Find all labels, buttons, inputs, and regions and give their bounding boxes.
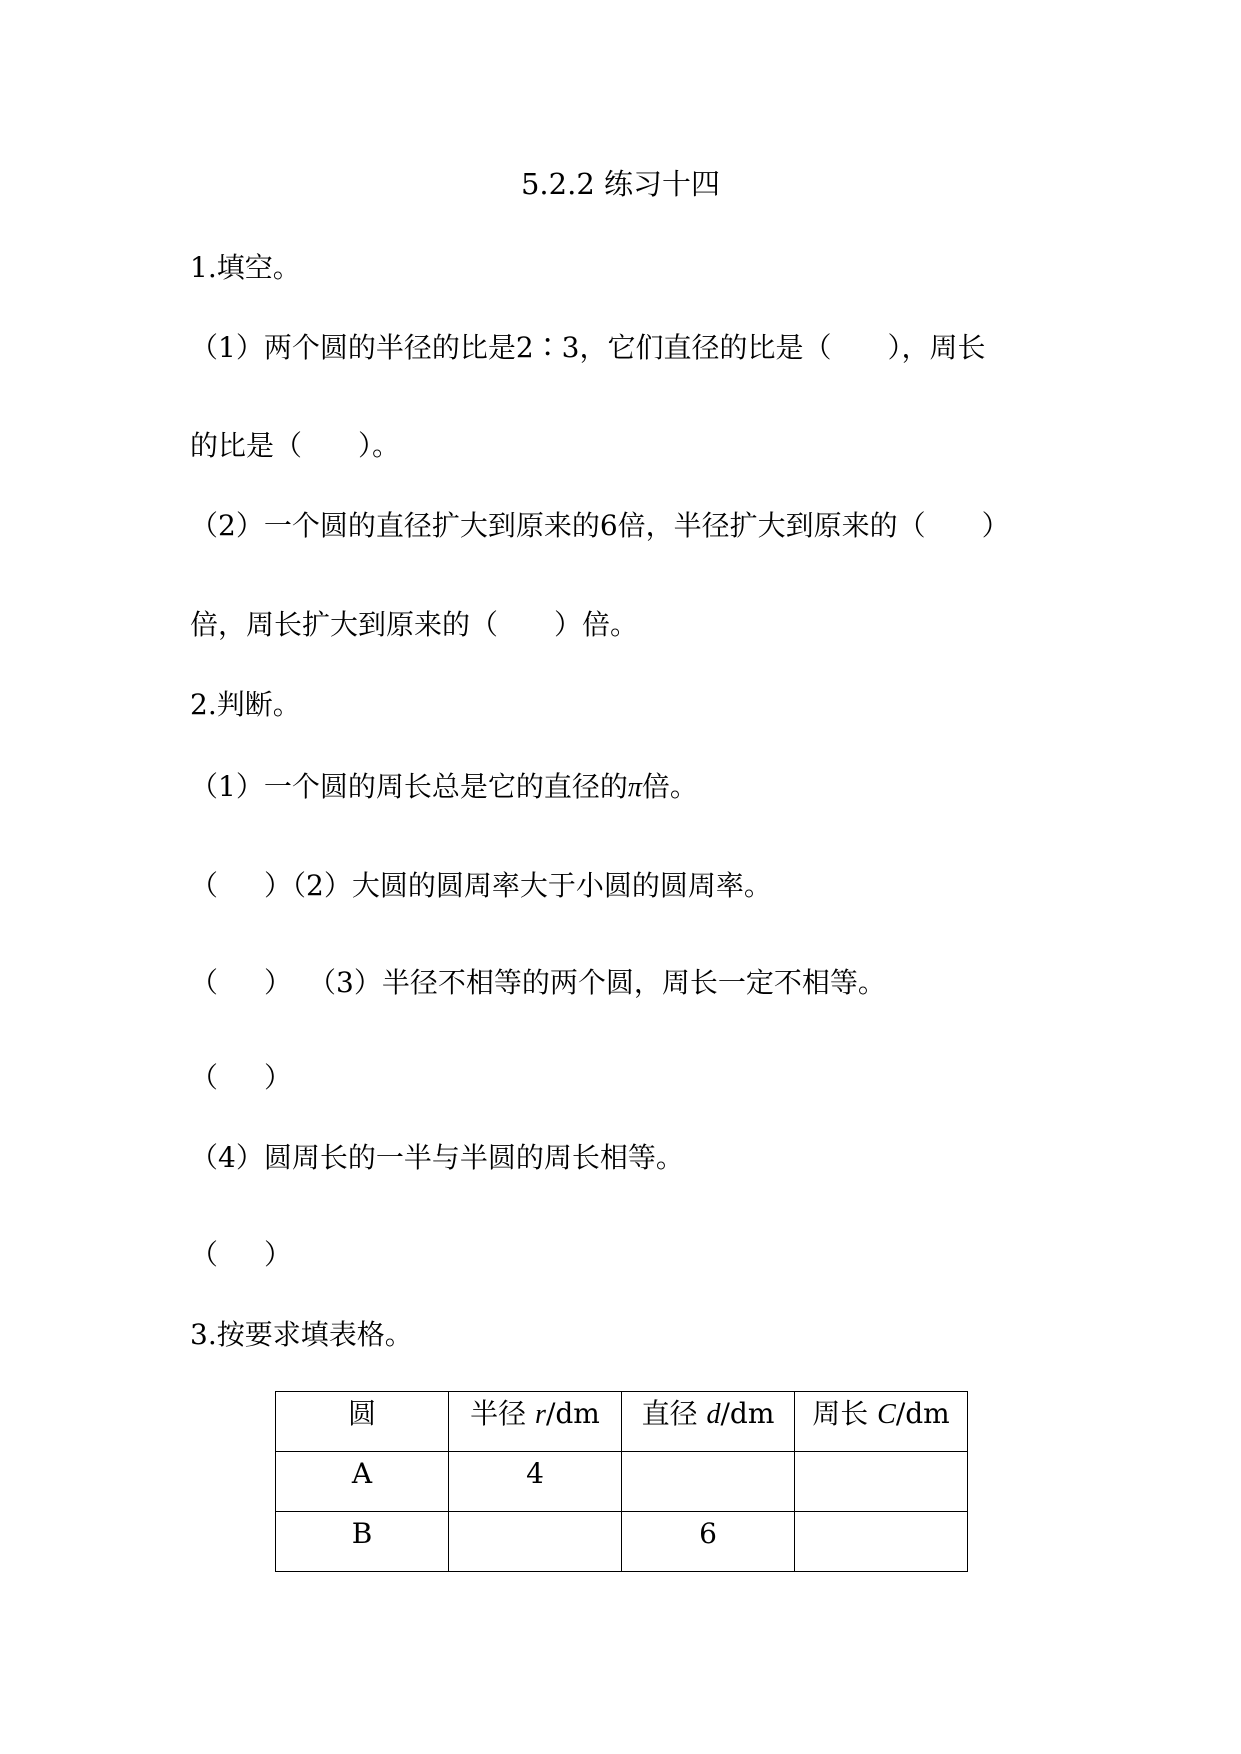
question-text: 倍，周长扩大到原来的（ <box>190 608 499 641</box>
judgement-3-answer <box>190 1060 292 1096</box>
section-1-heading: 1.填空。 <box>190 251 301 284</box>
question-1-1-line-2 <box>190 428 400 464</box>
section-2-heading: 2.判断。 <box>190 688 301 721</box>
question-text: （2）一个圆的直径扩大到原来的6倍，半径扩大到原来的（ <box>190 509 926 542</box>
pi-symbol: π <box>627 772 642 803</box>
bracket-open: （ <box>190 966 219 999</box>
table-cell: A <box>276 1452 449 1512</box>
page-title: 5.2.2 练习十四 <box>520 167 720 201</box>
question-1-2-line-2 <box>190 607 638 643</box>
judgement-text: （3）半径不相等的两个圆，周长一定不相等。 <box>308 966 886 999</box>
bracket-open: （ <box>190 869 219 902</box>
question-text: ）倍。 <box>554 608 639 641</box>
table-header-cell: 直径 d/dm <box>622 1392 795 1452</box>
bracket-close: ） <box>264 869 293 902</box>
section-3-heading: 3.按要求填表格。 <box>190 1318 413 1351</box>
table-cell: B <box>276 1512 449 1572</box>
table-header-cell: 圆 <box>276 1392 449 1452</box>
question-text: （1）两个圆的半径的比是2∶3，它们直径的比是（ <box>190 331 832 364</box>
bracket-open: （ <box>190 1238 219 1271</box>
table-header-cell: 周长 C/dm <box>795 1392 968 1452</box>
question-1-1-line-1 <box>190 330 985 366</box>
judgement-3-line <box>190 965 886 1001</box>
table-row <box>276 1452 968 1512</box>
judgement-4-answer <box>190 1237 292 1273</box>
table-cell: 4 <box>449 1452 622 1512</box>
table-cell[interactable] <box>795 1512 968 1572</box>
table-row <box>276 1512 968 1572</box>
table-header-row <box>276 1392 968 1452</box>
question-1-2-line-1 <box>190 508 1010 544</box>
table-header-cell: 半径 r/dm <box>449 1392 622 1452</box>
bracket-close: ） <box>264 1061 293 1094</box>
bracket-close: ） <box>264 1238 293 1271</box>
circle-table <box>275 1391 968 1572</box>
judgement-text: 倍。 <box>641 770 698 803</box>
table-cell[interactable] <box>795 1452 968 1512</box>
judgement-text: （1）一个圆的周长总是它的直径的 <box>190 770 628 803</box>
question-text: ），周长 <box>887 331 986 364</box>
bracket-close: ） <box>264 966 293 999</box>
question-text: 的比是（ <box>190 429 303 462</box>
judgement-4: （4）圆周长的一半与半圆的周长相等。 <box>190 1141 684 1174</box>
question-text: ）。 <box>358 429 401 462</box>
judgement-2-line <box>190 868 772 904</box>
table-cell: 6 <box>622 1512 795 1572</box>
table-cell[interactable] <box>449 1512 622 1572</box>
bracket-open: （ <box>190 1061 219 1094</box>
question-text: ） <box>981 509 1010 542</box>
table-cell[interactable] <box>622 1452 795 1512</box>
judgement-1 <box>190 769 698 806</box>
judgement-text: （2）大圆的圆周率大于小圆的圆周率。 <box>292 869 772 902</box>
